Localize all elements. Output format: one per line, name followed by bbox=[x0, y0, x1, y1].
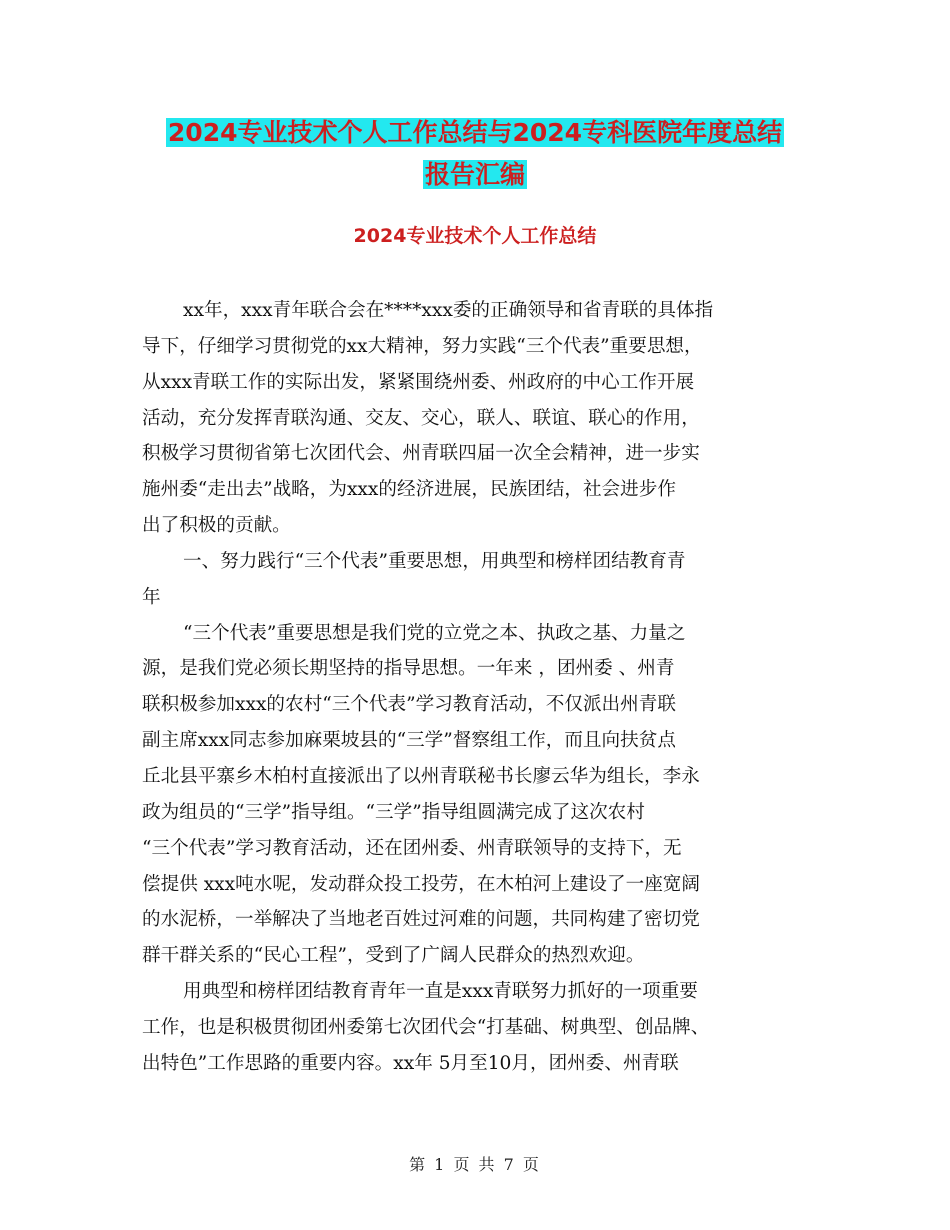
body-line: 副主席xxx同志参加麻栗坡县的“三学”督察组工作，而且向扶贫点 bbox=[142, 730, 676, 752]
body-line: 的水泥桥，一举解决了当地老百姓过河难的问题，共同构建了密切党 bbox=[142, 909, 700, 931]
body-line: “三个代表”学习教育活动，还在团州委、州青联领导的支持下，无 bbox=[142, 837, 682, 859]
section-title: 2024专业技术个人工作总结 bbox=[353, 225, 597, 247]
body-line: 工作，也是积极贯彻团州委第七次团代会“打基础、树典型、创品牌、 bbox=[142, 1016, 710, 1038]
body-line: 出特色”工作思路的重要内容。xx年 5月至10月，团州委、州青联 bbox=[142, 1052, 679, 1074]
document-title-line2: 报告汇编 bbox=[424, 160, 525, 189]
body-line: 政为组员的“三学”指导组。“三学”指导组圆满完成了这次农村 bbox=[142, 801, 645, 823]
body-line: 活动，充分发挥青联沟通、交友、交心，联人、联谊、联心的作用， bbox=[142, 407, 700, 429]
body-text bbox=[142, 293, 810, 1082]
document-title-line1: 2024专业技术个人工作总结与2024专科医院年度总结 bbox=[167, 118, 783, 147]
body-line: 导下，仔细学习贯彻党的xx大精神，努力实践“三个代表”重要思想， bbox=[142, 335, 703, 357]
body-line: 联积极参加xxx的农村“三个代表”学习教育活动，不仅派出州青联 bbox=[142, 694, 676, 716]
page-footer: 第 1 页 共 7 页 bbox=[409, 1155, 541, 1174]
body-line: 施州委“走出去”战略，为xxx的经济进展，民族团结，社会进步作 bbox=[142, 479, 676, 501]
body-line: 源，是我们党必须长期坚持的指导思想。一年来 ，团州委 、州青 bbox=[142, 658, 675, 680]
body-line: 偿提供 xxx吨水呢，发动群众投工投劳，在木柏河上建设了一座宽阔 bbox=[142, 873, 700, 895]
body-line: 出了积极的贡献。 bbox=[142, 515, 291, 537]
body-line: xx年，xxx青年联合会在****xxx委的正确领导和省青联的具体指 bbox=[183, 300, 714, 321]
body-line: 积极学习贯彻省第七次团代会、州青联四届一次全会精神，进一步实 bbox=[142, 443, 700, 465]
body-line: 一、努力践行“三个代表”重要思想，用典型和榜样团结教育青 bbox=[183, 550, 686, 572]
body-line: 丘北县平寨乡木柏村直接派出了以州青联秘书长廖云华为组长，李永 bbox=[142, 765, 700, 787]
body-line: 用典型和榜样团结教育青年一直是xxx青联努力抓好的一项重要 bbox=[183, 981, 698, 1003]
body-line: 年 bbox=[142, 586, 161, 608]
body-line: “三个代表”重要思想是我们党的立党之本、执政之基、力量之 bbox=[183, 622, 686, 644]
body-line: 群干群关系的“民心工程”，受到了广阔人民群众的热烈欢迎。 bbox=[142, 945, 645, 967]
body-line: 从xxx青联工作的实际出发，紧紧围绕州委、州政府的中心工作开展 bbox=[142, 371, 695, 393]
